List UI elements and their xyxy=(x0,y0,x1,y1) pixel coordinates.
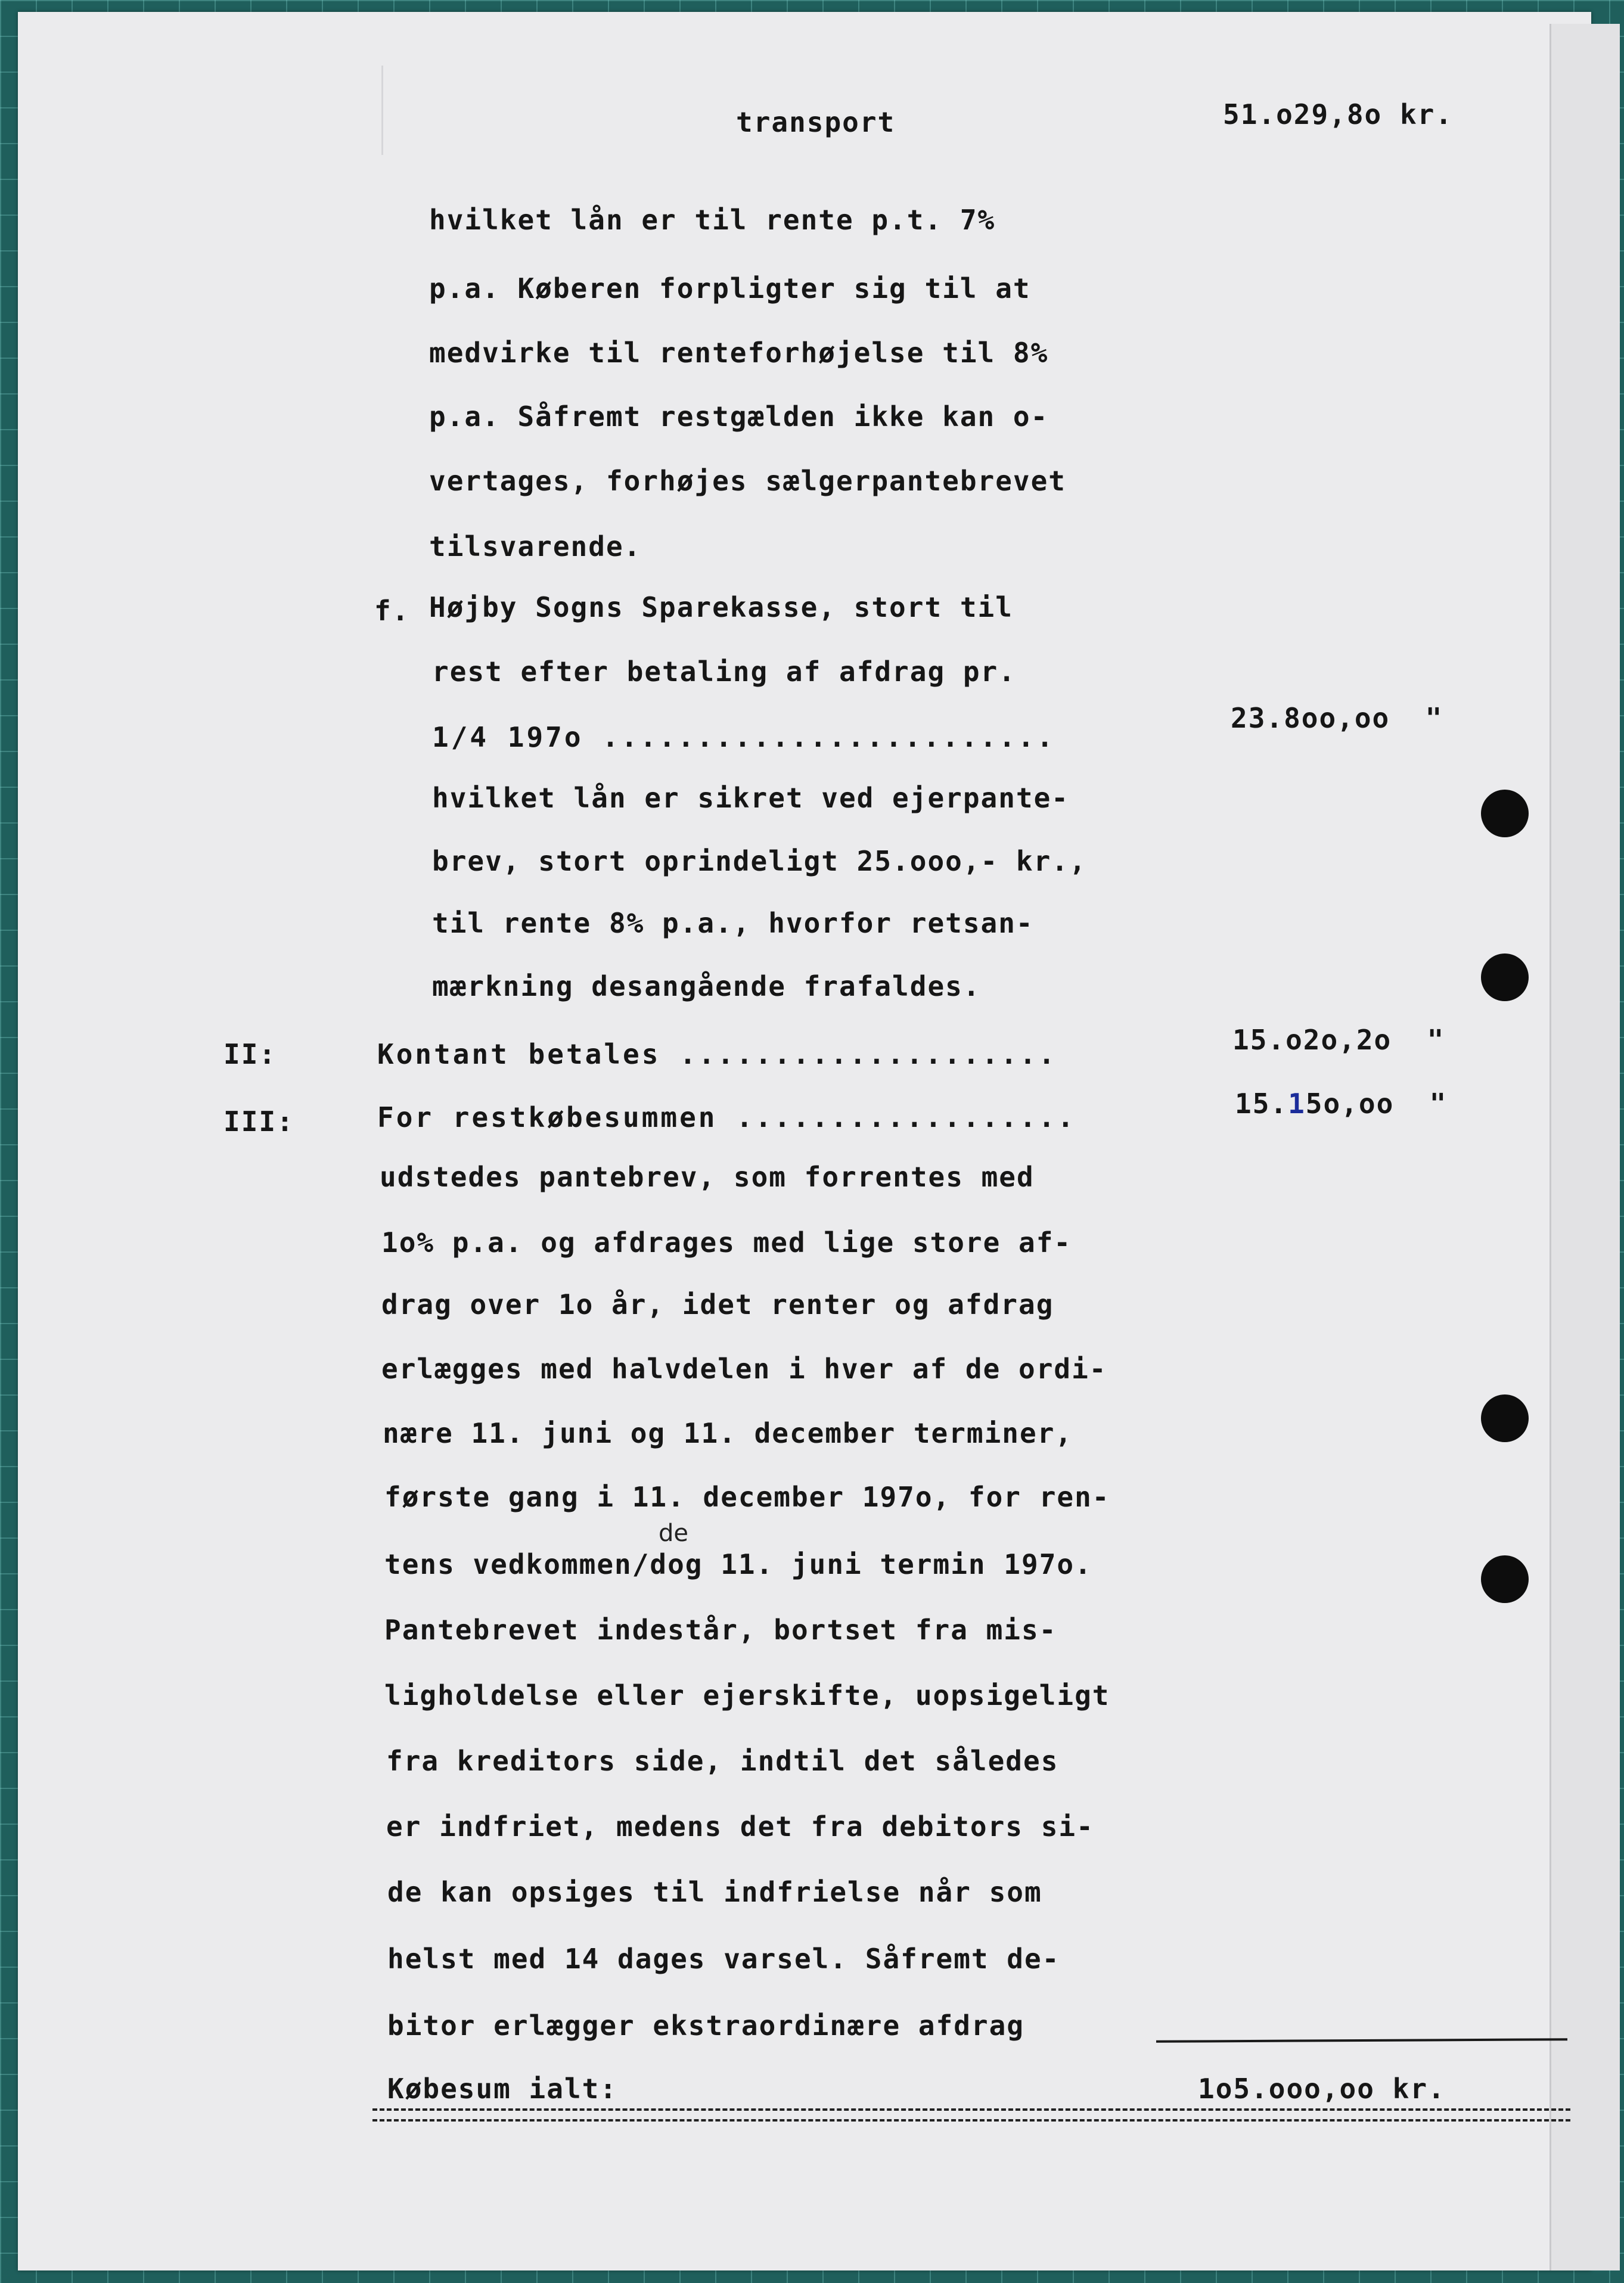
text-line: helst med 14 dages varsel. Såfremt de- xyxy=(387,1943,1060,1975)
paragraph-marker: f. xyxy=(374,595,410,627)
binder-hole xyxy=(1481,790,1529,837)
text-line: er indfriet, medens det fra debitors si- xyxy=(386,1810,1094,1843)
text-line: rest efter betaling af afdrag pr. xyxy=(432,656,1016,688)
text-line: medvirke til renteforhøjelse til 8% xyxy=(429,337,1049,369)
text-line: tens vedkommen/dog 11. juni termin 197o. xyxy=(384,1548,1092,1580)
amount-iii-prefix: 15. xyxy=(1235,1088,1288,1120)
transport-label: transport xyxy=(736,106,896,138)
text-line: nære 11. juni og 11. december terminer, xyxy=(383,1417,1073,1449)
amount-iii-suffix: 5o,oo " xyxy=(1305,1088,1448,1120)
text-line: ligholdelse eller ejerskifte, uopsigeligt xyxy=(384,1679,1110,1712)
text-line: hvilket lån er til rente p.t. 7% xyxy=(429,204,996,236)
binder-hole xyxy=(1481,953,1529,1001)
binder-hole xyxy=(1481,1394,1529,1442)
text-line: bitor erlægger ekstraordinære afdrag xyxy=(387,2009,1024,2042)
text-line: Højby Sogns Sparekasse, stort til xyxy=(429,591,1013,623)
text-line: Kontant betales .................... xyxy=(377,1038,1057,1070)
text-line: hvilket lån er sikret ved ejerpante- xyxy=(432,782,1069,814)
section-marker: III: xyxy=(223,1105,294,1138)
text-line: mærkning desangående frafaldes. xyxy=(432,970,981,1002)
text-line: 1o% p.a. og afdrages med lige store af- xyxy=(381,1226,1072,1259)
handwritten-insert: de xyxy=(659,1520,688,1547)
text-line: brev, stort oprindeligt 25.ooo,- kr., xyxy=(432,845,1087,877)
section-marker: II: xyxy=(223,1038,277,1070)
text-line: p.a. Køberen forpligter sig til at xyxy=(429,272,1031,305)
text-line: udstedes pantebrev, som forrentes med xyxy=(380,1161,1035,1193)
text-line: fra kreditors side, indtil det således xyxy=(386,1745,1059,1777)
total-label: Købesum ialt: xyxy=(387,2073,618,2105)
amount-f: 23.8oo,oo " xyxy=(1231,702,1443,734)
binder-hole xyxy=(1481,1555,1529,1603)
text-line: 1/4 197o ........................ xyxy=(432,721,1055,753)
total-amount: 1o5.ooo,oo kr. xyxy=(1198,2073,1446,2105)
amount-ii: 15.o2o,2o " xyxy=(1232,1024,1445,1056)
amount-iii xyxy=(1235,1088,1447,1120)
text-line: tilsvarende. xyxy=(429,530,642,563)
text-line: vertages, forhøjes sælgerpantebrevet xyxy=(429,465,1066,497)
double-underline xyxy=(372,2108,1570,2122)
text-line: til rente 8% p.a., hvorfor retsan- xyxy=(432,907,1034,939)
text-line: de kan opsiges til indfrielse når som xyxy=(387,1876,1042,1908)
next-page-edge xyxy=(1550,24,1620,2270)
transport-amount: 51.o29,8o kr. xyxy=(1223,98,1454,131)
text-line: erlægges med halvdelen i hver af de ordi- xyxy=(381,1353,1107,1385)
text-line: drag over 1o år, idet renter og afdrag xyxy=(381,1288,1054,1321)
text-line: Pantebrevet indestår, bortset fra mis- xyxy=(384,1614,1057,1646)
text-line: p.a. Såfremt restgælden ikke kan o- xyxy=(429,400,1049,433)
text-line: første gang i 11. december 197o, for ren- xyxy=(384,1481,1110,1513)
ghost-stamp xyxy=(381,66,634,155)
text-line: For restkøbesummen .................. xyxy=(377,1101,1076,1133)
amount-iii-correction: 1 xyxy=(1288,1088,1306,1120)
